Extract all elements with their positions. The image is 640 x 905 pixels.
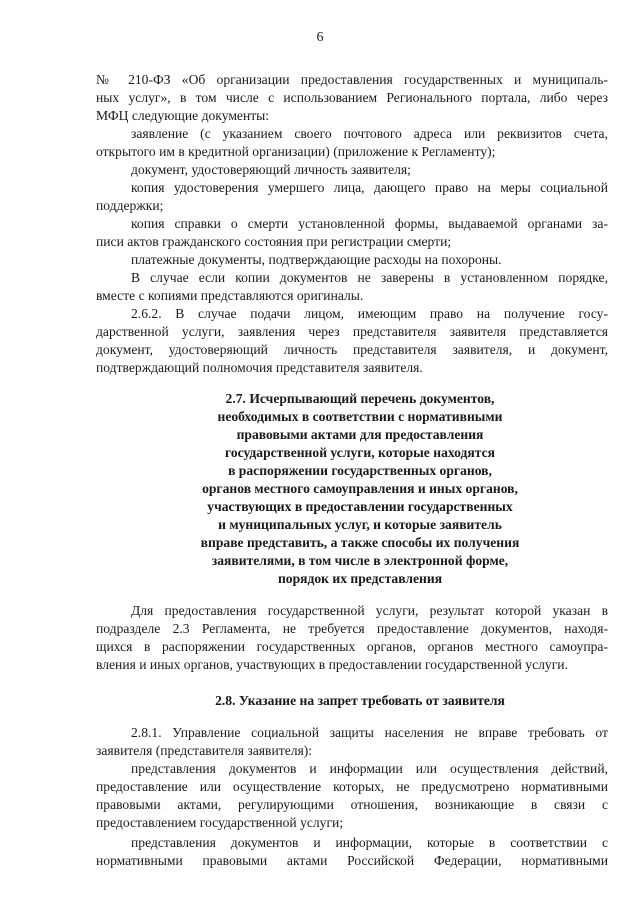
section-heading-line: 2.7. Исчерпывающий перечень документов, xyxy=(225,391,495,406)
section-heading-line: органов местного самоуправления и иных органов, xyxy=(202,481,518,496)
text-line: копия справки о смерти установленной формы, выдаваемой органами за- xyxy=(131,216,608,231)
text-line: ных услуг», в том числе с использованием Регионального портала, либо через xyxy=(96,90,608,105)
section-heading-line: правовыми актами для предоставления xyxy=(236,427,484,442)
text-line: писи актов гражданского состояния при регистрации смерти; xyxy=(96,234,452,249)
text-line: нормативными правовыми актами Российской Федерации, нормативными xyxy=(96,853,608,868)
text-line: щихся в распоряжении государственных органов, органов местного самоупра- xyxy=(96,639,608,654)
text-line: предоставлением государственной услуги; xyxy=(96,815,344,830)
text-line: № 210-ФЗ «Об организации предоставления государственных и муниципаль- xyxy=(96,72,608,87)
text-line: вместе с копиями представляются оригиналы. xyxy=(96,288,364,303)
text-line: дарственной услуги, заявления через представителя заявителя представляется xyxy=(96,324,608,339)
text-line: платежные документы, подтверждающие расходы на похороны. xyxy=(131,252,502,267)
text-line: документ, удостоверяющий личность представителя заявителя, и документ, xyxy=(96,342,608,357)
text-line: Для предоставления государственной услуги, результат которой указан в xyxy=(131,603,608,618)
section-heading-line: государственной услуги, которые находятся xyxy=(224,445,496,460)
text-line: правовыми актами, регулирующими отношения, возникающие в связи с xyxy=(96,797,608,812)
text-line: 2.8.1. Управление социальной защиты населения не вправе требовать от xyxy=(131,725,608,740)
text-line: открытого им в кредитной организации) (приложение к Регламенту); xyxy=(96,144,496,159)
section-heading-line: и муниципальных услуг, и которые заявитель xyxy=(218,517,502,532)
text-line: МФЦ следующие документы: xyxy=(96,108,270,123)
text-line: заявителя (представителя заявителя): xyxy=(96,743,313,758)
section-heading-line: заявителями, в том числе в электронной форме, xyxy=(211,553,509,568)
section-heading-line: в распоряжении государственных органов, xyxy=(228,463,492,478)
text-line: подтверждающий полномочия представителя заявителя. xyxy=(96,360,423,375)
section-heading: 2.8. Указание на запрет требовать от заявителя xyxy=(215,693,505,708)
page-number: 6 xyxy=(316,30,324,45)
text-line: поддержки; xyxy=(96,198,164,213)
text-line: представления документов и информации, которые в соответствии с xyxy=(131,835,608,850)
section-heading-line: вправе представить, а также способы их получения xyxy=(200,535,520,550)
section-heading-line: необходимых в соответствии с нормативными xyxy=(217,409,503,424)
text-line: документ, удостоверяющий личность заявителя; xyxy=(131,162,411,177)
text-line: предоставление или осуществление которых, не предусмотрено нормативными xyxy=(96,779,608,794)
section-heading-line: участвующих в предоставлении государственных xyxy=(207,499,513,514)
text-line: копия удостоверения умершего лица, дающего право на меры социальной xyxy=(131,180,608,195)
text-line: заявление (с указанием своего почтового адреса или реквизитов счета, xyxy=(131,126,608,141)
text-line: подразделе 2.3 Регламента, не требуется предоставление документов, находя- xyxy=(96,621,608,636)
text-line: 2.6.2. В случае подачи лицом, имеющим право на получение госу- xyxy=(131,306,608,321)
text-line: В случае если копии документов не заверены в установленном порядке, xyxy=(131,270,608,285)
section-heading-line: порядок их представления xyxy=(277,571,443,586)
text-line: представления документов и информации или осуществления действий, xyxy=(131,761,608,776)
text-line: вления и иных органов, участвующих в предоставлении государственной услуги. xyxy=(96,657,568,672)
